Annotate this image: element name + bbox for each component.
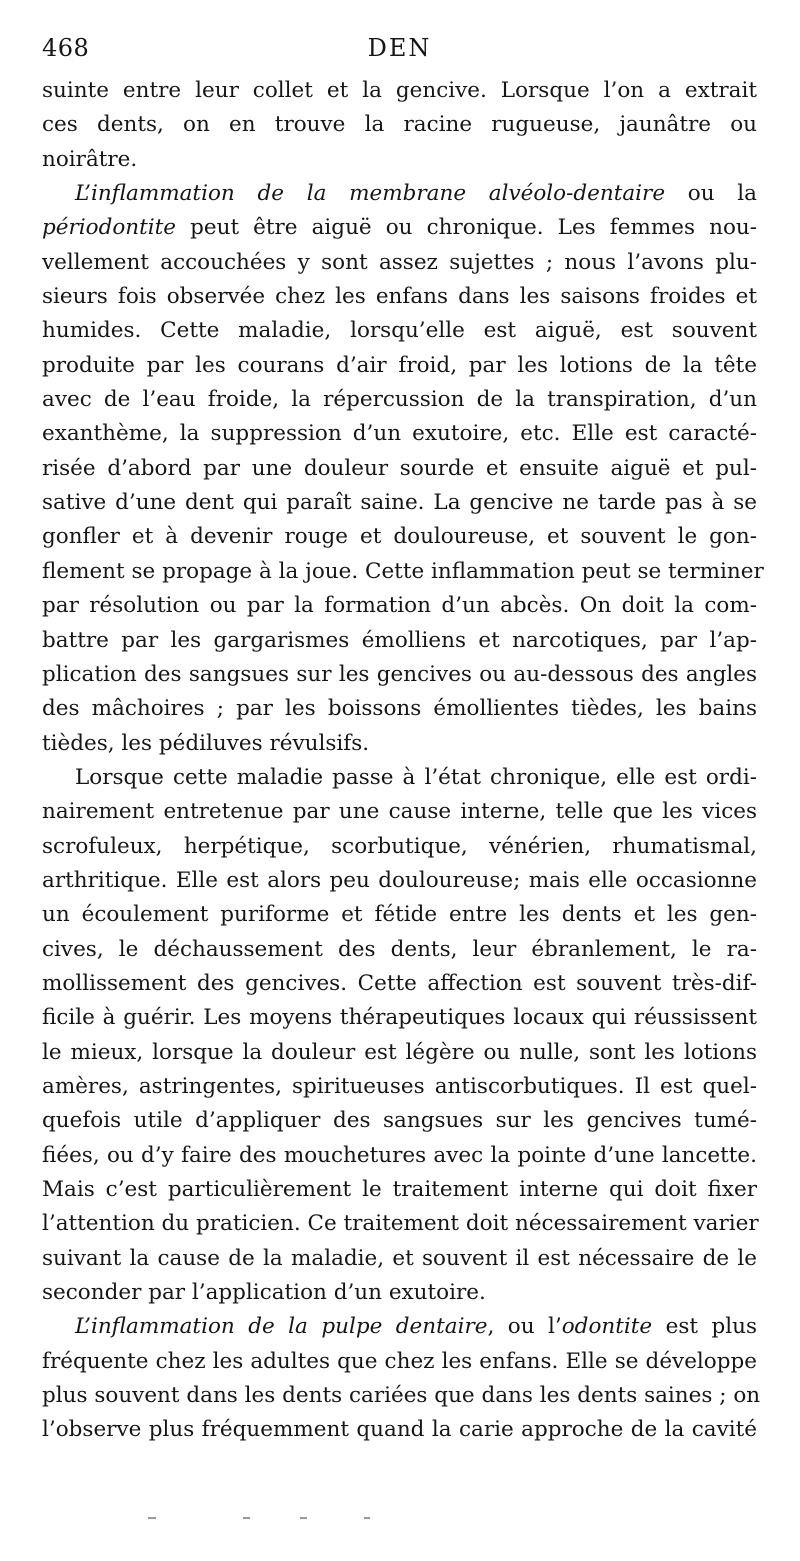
text-line: mollissement des gencives. Cette affection est souvent très-dif-	[42, 970, 757, 996]
text-line: tièdes, les pédiluves révulsifs.	[42, 730, 370, 756]
text-line: humides. Cette maladie, lorsqu’elle est aiguë, est souvent	[42, 318, 757, 344]
italic-term: L’inflammation de la pulpe dentaire	[75, 1314, 488, 1340]
text-line: Lorsque cette maladie passe à l’état chronique, elle est ordi-	[75, 764, 757, 790]
text-line: sieurs fois observée chez les enfans dans les saisons froides et	[42, 284, 757, 310]
text-line: des mâchoires ; par les boissons émollientes tièdes, les bains	[42, 696, 757, 722]
text-line: nairement entretenue par une cause interne, telle que les vices	[42, 799, 757, 825]
text-line	[42, 211, 757, 245]
scan-mark	[364, 1517, 370, 1519]
text-run: peut être aiguë ou chronique. Les femmes nou-	[176, 215, 757, 241]
text-line: amères, astringentes, spiritueuses antiscorbutiques. Il est quel-	[42, 1073, 757, 1099]
text-line: scrofuleux, herpétique, scorbutique, vénérien, rhumatismal,	[42, 833, 757, 859]
scan-mark	[148, 1517, 156, 1519]
text-line: arthritique. Elle est alors peu douloureuse; mais elle occasionne	[42, 867, 757, 893]
text-line: plus souvent dans les dents cariées que dans les dents saines ; on	[42, 1383, 761, 1409]
text-line: plication des sangsues sur les gencives ou au-dessous des angles	[42, 661, 757, 687]
text-line: l’observe plus fréquemment quand la carie approche de la cavité	[42, 1417, 757, 1443]
text-line: sative d’une dent qui paraît saine. La gencive ne tarde pas à se	[42, 490, 757, 516]
italic-term: odontite	[561, 1314, 653, 1340]
text-line: suivant la cause de la maladie, et souvent il est nécessaire de le	[42, 1245, 757, 1271]
text-line: un écoulement puriforme et fétide entre les dents et les gen-	[42, 902, 757, 928]
text-line: seconder par l’application d’un exutoire.	[42, 1280, 486, 1306]
text-line: exanthème, la suppression d’un exutoire, etc. Elle est caracté-	[42, 421, 757, 447]
text-line: l’attention du praticien. Ce traitement doit nécessairement varier	[42, 1211, 759, 1237]
page-header	[42, 34, 757, 68]
body-text	[42, 74, 764, 1448]
text-line: suinte entre leur collet et la gencive. Lorsque l’on a extrait	[42, 78, 757, 103]
text-line: risée d’abord par une douleur sourde et ensuite aiguë et pul-	[42, 455, 757, 481]
text-line: flement se propage à la joue. Cette inflammation peut se terminer	[42, 558, 764, 584]
italic-term: périodontite	[42, 215, 177, 241]
text-line: quefois utile d’appliquer des sangsues sur les gencives tumé-	[42, 1108, 757, 1134]
text-line: ficile à guérir. Les moyens thérapeutiques locaux qui réussissent	[42, 1005, 757, 1031]
text-line: ces dents, on en trouve la racine rugueuse, jaunâtre ou	[42, 112, 757, 138]
scan-mark	[300, 1517, 307, 1519]
text-line: gonfler et à devenir rouge et douloureuse, et souvent le gon-	[42, 524, 757, 550]
text-line: vellement accouchées y sont assez sujettes ; nous l’avons plu-	[42, 249, 757, 275]
paragraph-4	[42, 1310, 761, 1447]
text-run: est plus	[652, 1314, 757, 1340]
text-line	[42, 177, 757, 211]
scan-marks	[0, 1512, 800, 1524]
text-line: le mieux, lorsque la douleur est légère ou nulle, sont les lotions	[42, 1039, 757, 1065]
text-run: , ou l’	[487, 1314, 562, 1340]
text-line: fiées, ou d’y faire des mouchetures avec la pointe d’une lancette.	[42, 1142, 757, 1168]
running-head: DEN	[367, 34, 432, 62]
text-line: avec de l’eau froide, la répercussion de la transpiration, d’un	[42, 387, 757, 413]
paragraph-2	[42, 177, 764, 761]
text-run: ou la	[665, 181, 757, 207]
text-line	[42, 1310, 757, 1344]
text-line: produite par les courans d’air froid, par les lotions de la tête	[42, 352, 757, 378]
scan-mark	[243, 1517, 250, 1519]
page-number: 468	[42, 34, 90, 62]
paragraph-1	[42, 74, 757, 177]
text-line: par résolution ou par la formation d’un abcès. On doit la com-	[42, 593, 757, 619]
text-line: fréquente chez les adultes que chez les enfans. Elle se développe	[42, 1348, 757, 1374]
text-line: Mais c’est particulièrement le traitement interne qui doit fixer	[42, 1177, 757, 1202]
italic-term: L’inflammation de la membrane alvéolo-dentaire	[75, 181, 666, 207]
text-line: noirâtre.	[42, 146, 138, 172]
paragraph-3	[42, 761, 757, 1311]
text-line: cives, le déchaussement des dents, leur ébranlement, le ra-	[42, 936, 757, 962]
text-line: battre par les gargarismes émolliens et narcotiques, par l’ap-	[42, 627, 757, 653]
